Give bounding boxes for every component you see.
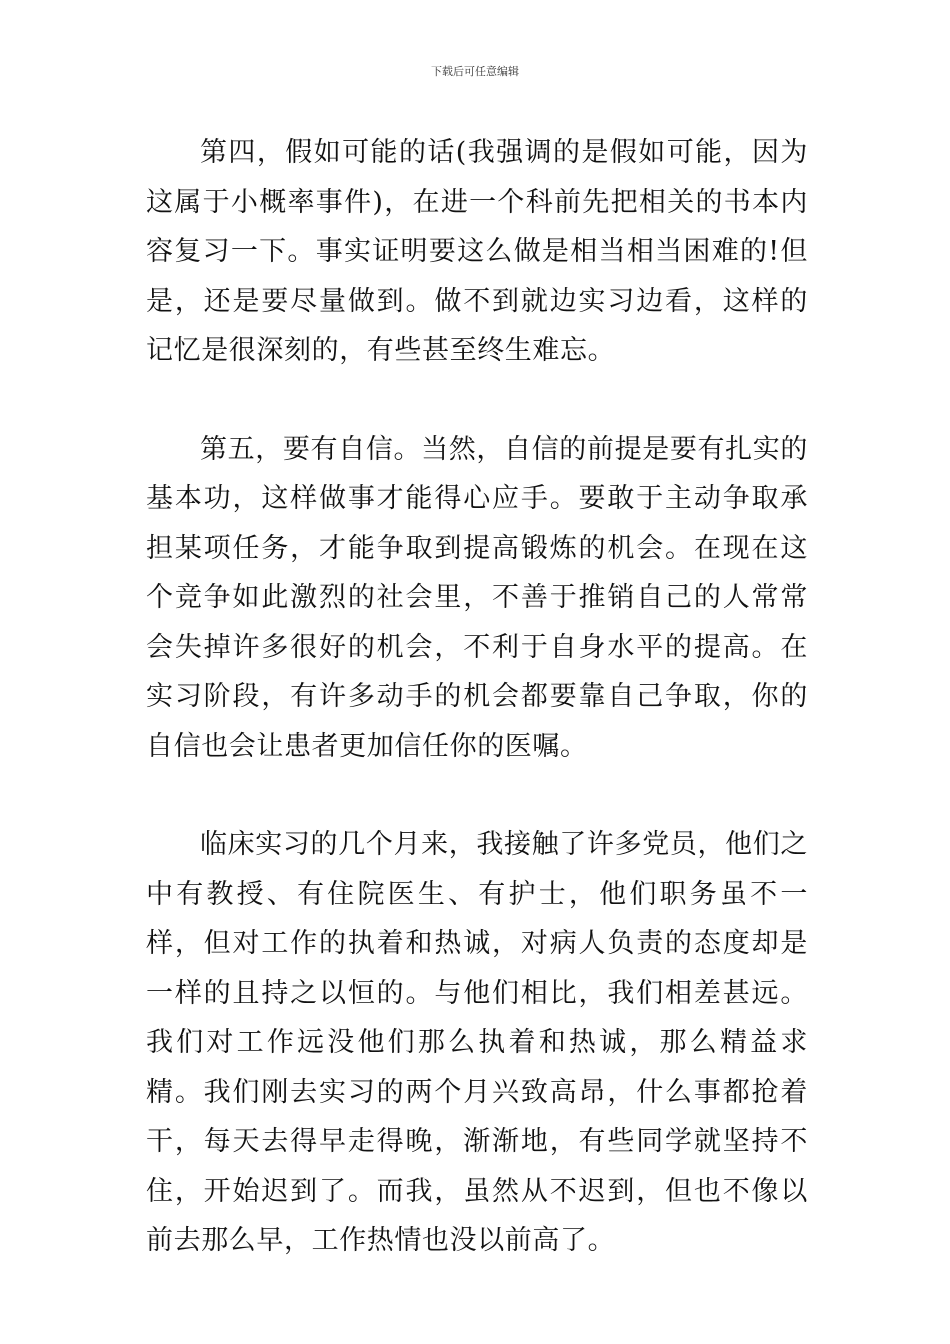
paragraph-4th-point: 第四，假如可能的话(我强调的是假如可能，因为这属于小概率事件)，在进一个科前先把相关的书本内容复习一下。事实证明要这么做是相当相当困难的!但是，还是要尽量做到。做不到就边实习边看，这样的记忆是很深刻的，有些甚至终生难忘。 [146,137,808,366]
paragraph-clinical-internship: 临床实习的几个月来，我接触了许多党员，他们之中有教授、有住院医生、有护士，他们职务虽不一样，但对工作的执着和热诚，对病人负责的态度却是一样的且持之以恒的。与他们相比，我们相差甚远。我们对工作远没他们那么执着和热诚，那么精益求精。我们刚去实习的两个月兴致高昂，什么事都抢着干，每天去得早走得晚，渐渐地，有些同学就坚持不住，开始迟到了。而我，虽然从不迟到，但也不像以前去那么早，工作热情也没以前高了。 [146,829,808,1256]
document-body [146,128,808,1266]
page-header: 下载后可任意编辑 [431,65,519,78]
paragraph-5th-point: 第五，要有自信。当然，自信的前提是要有扎实的基本功，这样做事才能得心应手。要敢于主动争取承担某项任务，才能争取到提高锻炼的机会。在现在这个竞争如此激烈的社会里，不善于推销自己的人常常会失掉许多很好的机会，不利于自身水平的提高。在实习阶段，有许多动手的机会都要靠自己争取，你的自信也会让患者更加信任你的医嘱。 [146,433,808,762]
